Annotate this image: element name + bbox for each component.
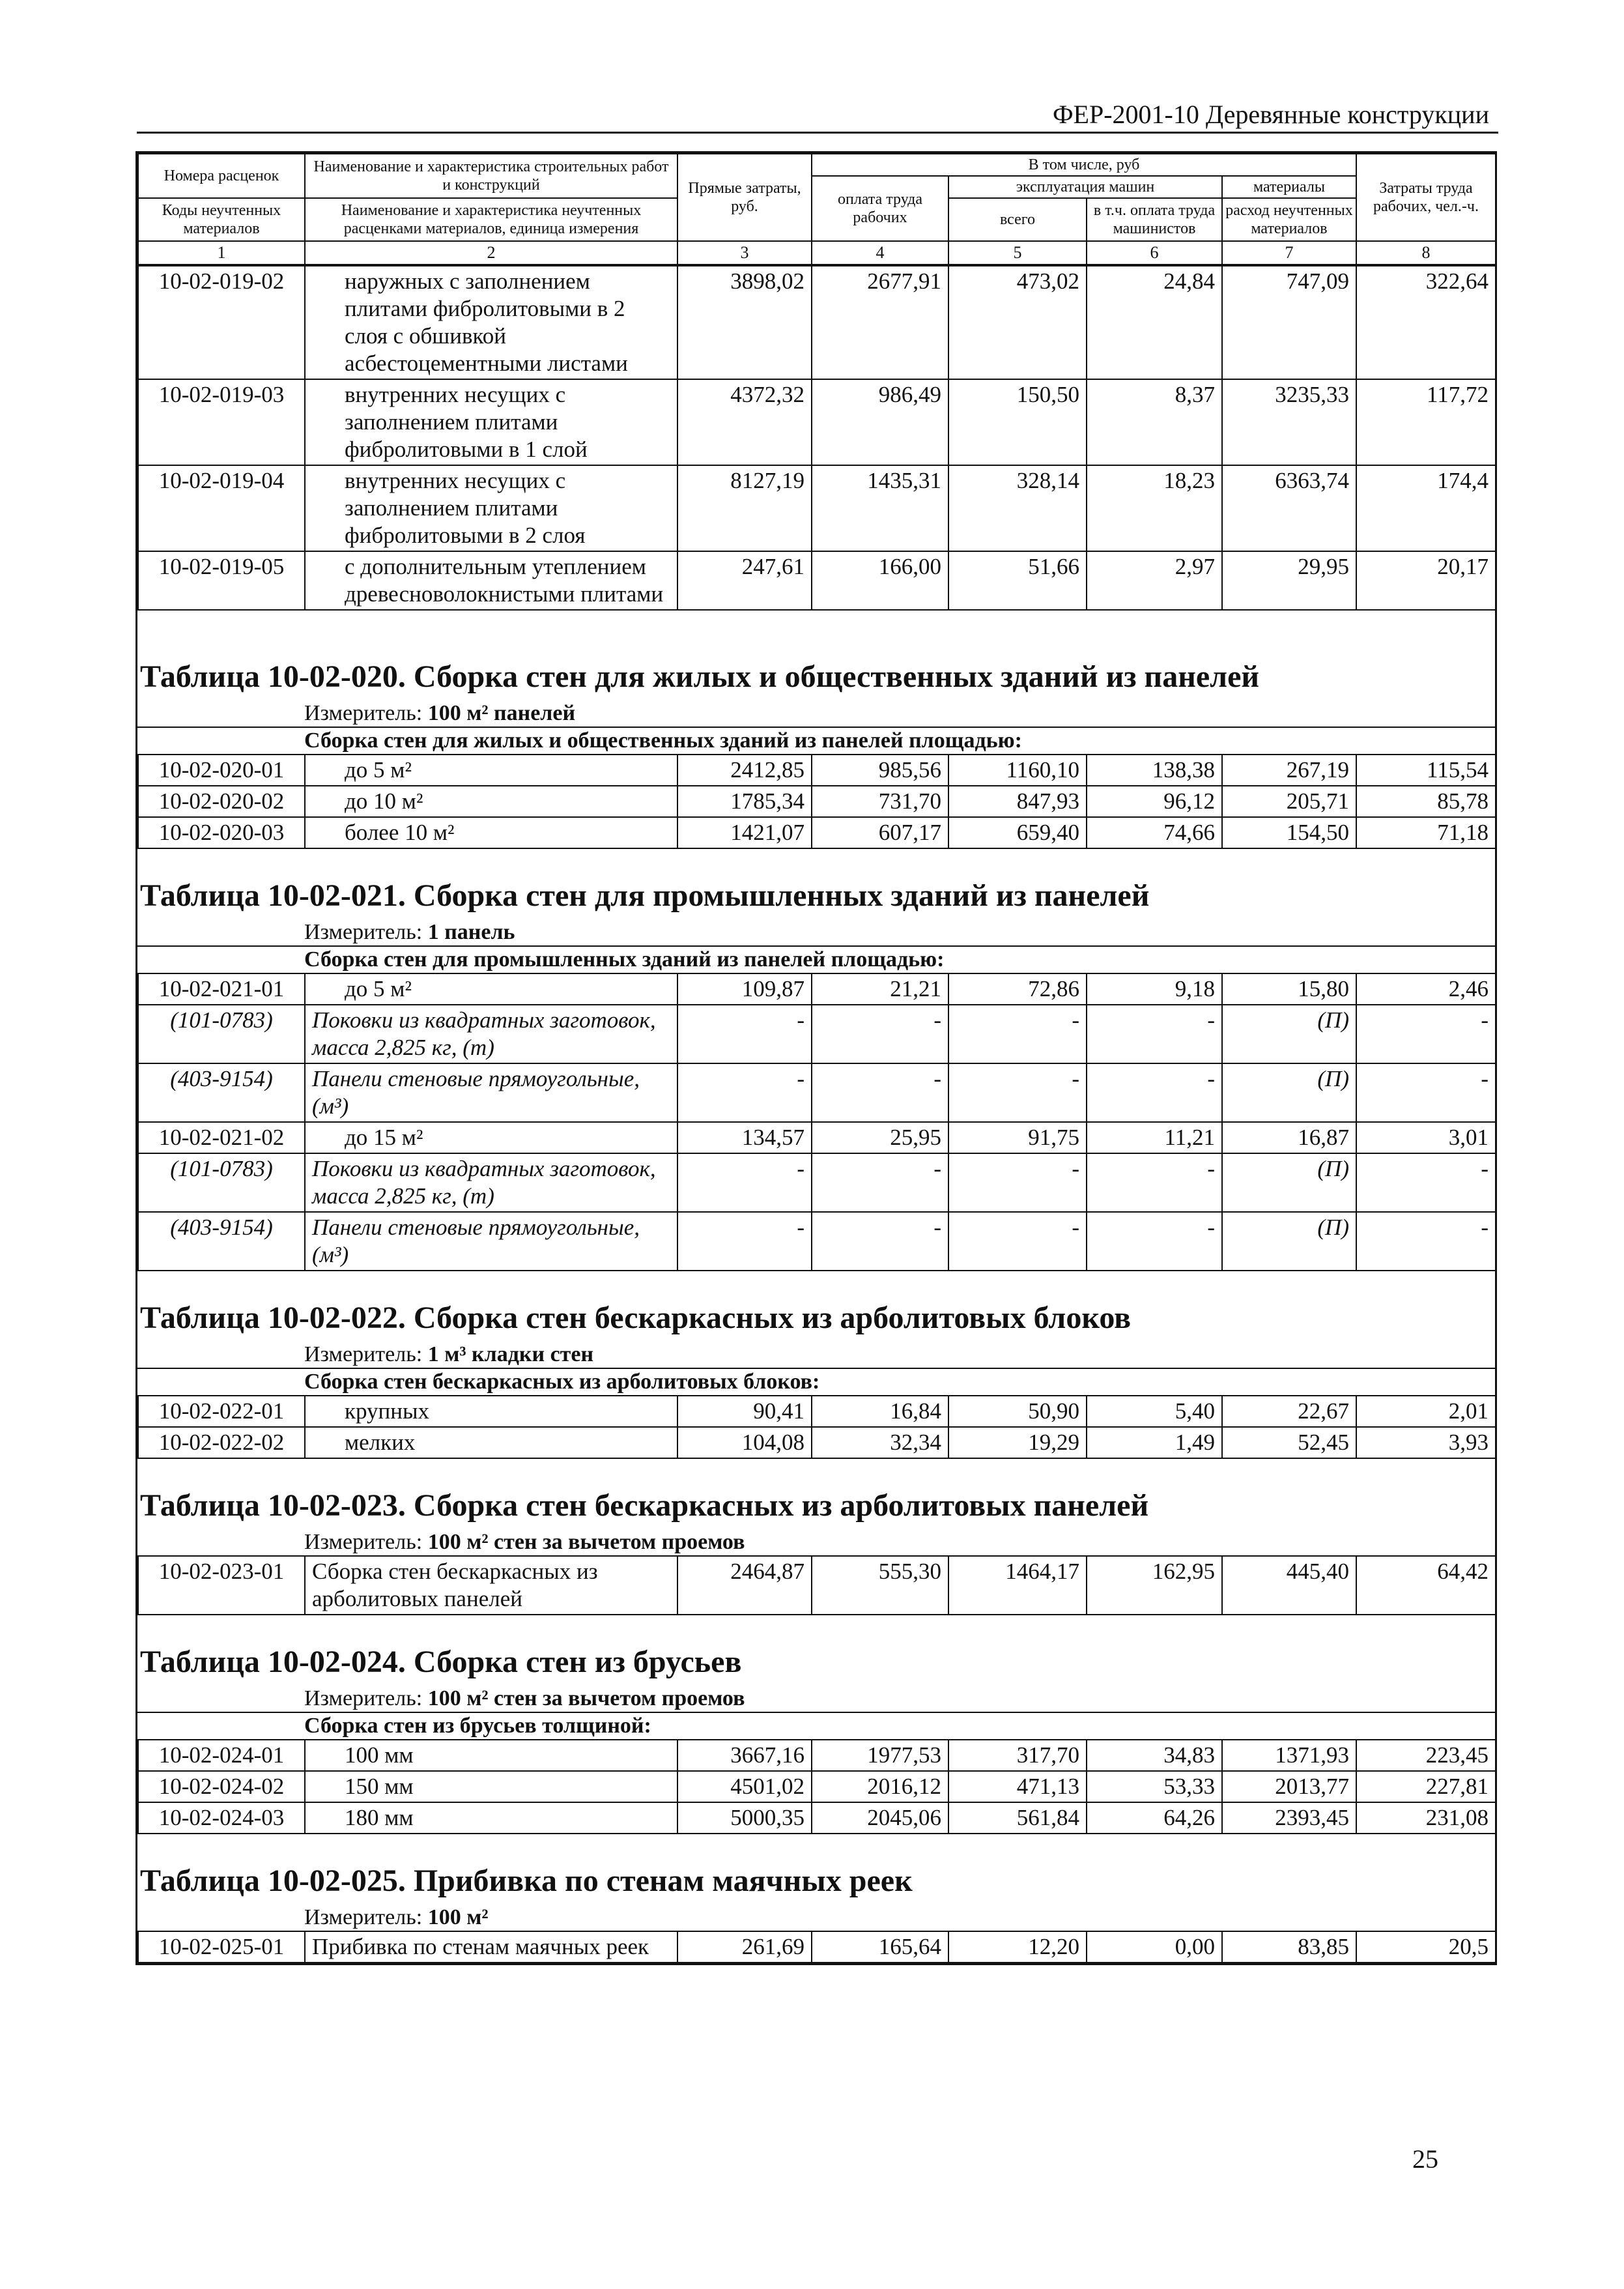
measure-023: Измеритель: 100 м² стен за вычетом проемов <box>304 1530 745 1554</box>
value-cell: 16,84 <box>812 1396 948 1427</box>
table-row <box>138 465 1496 551</box>
work-description: мелких <box>305 1427 677 1458</box>
rate-code: 10-02-025-01 <box>138 1931 305 1963</box>
subheading-021: Сборка стен для промышленных зданий из панелей площадью: <box>137 945 1495 973</box>
col-header-labor: Затраты труда рабочих, чел.-ч. <box>1356 154 1496 241</box>
value-cell: - <box>677 1005 812 1063</box>
rate-code: 10-02-021-02 <box>138 1122 305 1153</box>
table-title-025: Таблица 10-02-025. Прибивка по стенам маячных реек <box>140 1864 913 1898</box>
work-description: до 5 м² <box>305 755 677 786</box>
table-row <box>138 973 1496 1005</box>
table-row <box>138 379 1496 465</box>
value-cell: 3,01 <box>1356 1122 1496 1153</box>
table-title-021: Таблица 10-02-021. Сборка стен для промышленных зданий из панелей <box>140 878 1150 913</box>
value-cell: 1977,53 <box>812 1740 948 1771</box>
material-description: Панели стеновые прямоугольные, (м³) <box>305 1063 677 1122</box>
work-description: до 5 м² <box>305 973 677 1005</box>
table-row <box>138 755 1496 786</box>
value-cell: 74,66 <box>1087 817 1222 848</box>
value-cell: - <box>812 1063 948 1122</box>
value-cell: 21,21 <box>812 973 948 1005</box>
subheading-020: Сборка стен для жилых и общественных зданий из панелей площадью: <box>137 727 1495 754</box>
rate-code: 10-02-024-02 <box>138 1771 305 1802</box>
subheading-024: Сборка стен из брусьев толщиной: <box>137 1712 1495 1739</box>
value-cell: 52,45 <box>1222 1427 1356 1458</box>
measure-020: Измеритель: 100 м² панелей <box>304 701 576 725</box>
value-cell: 5,40 <box>1087 1396 1222 1427</box>
rates-table-021 <box>137 973 1496 1271</box>
value-cell: 555,30 <box>812 1556 948 1615</box>
value-cell: 11,21 <box>1087 1122 1222 1153</box>
value-cell: 1464,17 <box>948 1556 1087 1615</box>
value-cell: - <box>1087 1063 1222 1122</box>
value-cell: 15,80 <box>1222 973 1356 1005</box>
page-number: 25 <box>1412 2144 1438 2174</box>
value-cell: 154,50 <box>1222 817 1356 848</box>
work-description: более 10 м² <box>305 817 677 848</box>
value-cell: - <box>812 1005 948 1063</box>
value-cell: - <box>948 1212 1087 1271</box>
value-cell: 2,01 <box>1356 1396 1496 1427</box>
rate-code: 10-02-023-01 <box>138 1556 305 1615</box>
value-cell: 8,37 <box>1087 379 1222 465</box>
value-cell: 473,02 <box>948 266 1087 379</box>
value-cell: 847,93 <box>948 786 1087 817</box>
value-cell: 134,57 <box>677 1122 812 1153</box>
value-cell: (П) <box>1222 1005 1356 1063</box>
value-cell: 1435,31 <box>812 465 948 551</box>
col-header-group: В том числе, руб <box>812 154 1356 176</box>
value-cell: 2,46 <box>1356 973 1496 1005</box>
value-cell: - <box>1087 1212 1222 1271</box>
value-cell: 2,97 <box>1087 551 1222 610</box>
rate-code: 10-02-022-01 <box>138 1396 305 1427</box>
table-row <box>138 1802 1496 1834</box>
value-cell: 115,54 <box>1356 755 1496 786</box>
value-cell: (П) <box>1222 1212 1356 1271</box>
value-cell: 205,71 <box>1222 786 1356 817</box>
col-num-5: 5 <box>948 241 1087 265</box>
value-cell: 6363,74 <box>1222 465 1356 551</box>
value-cell: 247,61 <box>677 551 812 610</box>
rate-code: 10-02-019-04 <box>138 465 305 551</box>
value-cell: 8127,19 <box>677 465 812 551</box>
value-cell: 223,45 <box>1356 1740 1496 1771</box>
value-cell: 227,81 <box>1356 1771 1496 1802</box>
rates-table-023 <box>137 1555 1496 1615</box>
col-num-3: 3 <box>677 241 812 265</box>
value-cell: 1421,07 <box>677 817 812 848</box>
work-description: Сборка стен бескаркасных из арболитовых панелей <box>305 1556 677 1615</box>
work-description: наружных с заполнением плитами фибролитовыми в 2 слоя с обшивкой асбестоцементными листами <box>305 266 677 379</box>
value-cell: 150,50 <box>948 379 1087 465</box>
value-cell: 328,14 <box>948 465 1087 551</box>
value-cell: 731,70 <box>812 786 948 817</box>
rate-code: 10-02-019-02 <box>138 266 305 379</box>
value-cell: 90,41 <box>677 1396 812 1427</box>
value-cell: - <box>812 1212 948 1271</box>
work-description: с дополнительным утеплением древесноволокнистыми плитами <box>305 551 677 610</box>
work-description: 150 мм <box>305 1771 677 1802</box>
value-cell: 3,93 <box>1356 1427 1496 1458</box>
value-cell: 20,17 <box>1356 551 1496 610</box>
value-cell: - <box>1087 1153 1222 1212</box>
work-description: внутренних несущих с заполнением плитами фибролитовыми в 2 слоя <box>305 465 677 551</box>
work-description: внутренних несущих с заполнением плитами фибролитовыми в 1 слой <box>305 379 677 465</box>
value-cell: 747,09 <box>1222 266 1356 379</box>
work-description: 100 мм <box>305 1740 677 1771</box>
table-row <box>138 1063 1496 1122</box>
rate-code: 10-02-022-02 <box>138 1427 305 1458</box>
material-code: (101-0783) <box>138 1153 305 1212</box>
table-row <box>138 1740 1496 1771</box>
value-cell: 2045,06 <box>812 1802 948 1834</box>
value-cell: 9,18 <box>1087 973 1222 1005</box>
value-cell: 3898,02 <box>677 266 812 379</box>
col-header-materials-desc: Наименование и характеристика неучтенных расценками материалов, единица измерения <box>305 198 677 241</box>
spacer <box>137 611 1495 630</box>
value-cell: 607,17 <box>812 817 948 848</box>
value-cell: 71,18 <box>1356 817 1496 848</box>
rate-code: 10-02-021-01 <box>138 973 305 1005</box>
table-row <box>138 786 1496 817</box>
material-description: Поковки из квадратных заготовок, масса 2,825 кг, (т) <box>305 1005 677 1063</box>
value-cell: 561,84 <box>948 1802 1087 1834</box>
column-header-table <box>137 153 1496 265</box>
col-num-7: 7 <box>1222 241 1356 265</box>
value-cell: 261,69 <box>677 1931 812 1963</box>
col-header-materials: материалы <box>1222 176 1356 198</box>
value-cell: 2464,87 <box>677 1556 812 1615</box>
table-row <box>138 1556 1496 1615</box>
value-cell: - <box>812 1153 948 1212</box>
rates-table-024 <box>137 1739 1496 1834</box>
value-cell: 72,86 <box>948 973 1087 1005</box>
value-cell: 2677,91 <box>812 266 948 379</box>
value-cell: 2393,45 <box>1222 1802 1356 1834</box>
col-header-codes: Коды неучтенных материалов <box>138 198 305 241</box>
value-cell: - <box>948 1063 1087 1122</box>
value-cell: 64,26 <box>1087 1802 1222 1834</box>
value-cell: - <box>1356 1153 1496 1212</box>
value-cell: 3667,16 <box>677 1740 812 1771</box>
value-cell: 162,95 <box>1087 1556 1222 1615</box>
value-cell: - <box>948 1005 1087 1063</box>
value-cell: 25,95 <box>812 1122 948 1153</box>
value-cell: 1785,34 <box>677 786 812 817</box>
work-description: крупных <box>305 1396 677 1427</box>
value-cell: 20,5 <box>1356 1931 1496 1963</box>
value-cell: - <box>1356 1063 1496 1122</box>
value-cell: 64,42 <box>1356 1556 1496 1615</box>
col-num-8: 8 <box>1356 241 1496 265</box>
col-header-works: Наименование и характеристика строительных работ и конструкций <box>305 154 677 198</box>
value-cell: 83,85 <box>1222 1931 1356 1963</box>
value-cell: 96,12 <box>1087 786 1222 817</box>
value-cell: 445,40 <box>1222 1556 1356 1615</box>
value-cell: - <box>677 1212 812 1271</box>
table-row <box>138 1153 1496 1212</box>
measure-025: Измеритель: 100 м² <box>304 1905 489 1929</box>
value-cell: 16,87 <box>1222 1122 1356 1153</box>
value-cell: 231,08 <box>1356 1802 1496 1834</box>
rate-code: 10-02-020-02 <box>138 786 305 817</box>
value-cell: - <box>1356 1212 1496 1271</box>
value-cell: 51,66 <box>948 551 1087 610</box>
material-code: (403-9154) <box>138 1063 305 1122</box>
value-cell: 4501,02 <box>677 1771 812 1802</box>
value-cell: 32,34 <box>812 1427 948 1458</box>
value-cell: 50,90 <box>948 1396 1087 1427</box>
value-cell: 1371,93 <box>1222 1740 1356 1771</box>
table-row <box>138 551 1496 610</box>
value-cell: 34,83 <box>1087 1740 1222 1771</box>
col-header-machinists: в т.ч. оплата труда машинистов <box>1087 198 1222 241</box>
value-cell: 91,75 <box>948 1122 1087 1153</box>
material-description: Панели стеновые прямоугольные, (м³) <box>305 1212 677 1271</box>
value-cell: 4372,32 <box>677 379 812 465</box>
value-cell: 104,08 <box>677 1427 812 1458</box>
value-cell: 3235,33 <box>1222 379 1356 465</box>
table-row <box>138 1005 1496 1063</box>
page-header <box>137 99 1498 134</box>
value-cell: 267,19 <box>1222 755 1356 786</box>
value-cell: - <box>677 1063 812 1122</box>
material-code: (101-0783) <box>138 1005 305 1063</box>
rates-table-020 <box>137 754 1496 849</box>
rate-code: 10-02-020-01 <box>138 755 305 786</box>
rate-code: 10-02-019-05 <box>138 551 305 610</box>
measure-022: Измеритель: 1 м³ кладки стен <box>304 1342 594 1366</box>
measure-021: Измеритель: 1 панель <box>304 920 515 944</box>
value-cell: 166,00 <box>812 551 948 610</box>
rate-code: 10-02-019-03 <box>138 379 305 465</box>
value-cell: - <box>948 1153 1087 1212</box>
col-header-wages: оплата труда рабочих <box>812 176 948 241</box>
col-header-machines: эксплуатация машин <box>948 176 1222 198</box>
value-cell: 22,67 <box>1222 1396 1356 1427</box>
table-title-024: Таблица 10-02-024. Сборка стен из брусьев <box>140 1645 742 1679</box>
table-row <box>138 1212 1496 1271</box>
value-cell: 174,4 <box>1356 465 1496 551</box>
value-cell: 322,64 <box>1356 266 1496 379</box>
table-title-020: Таблица 10-02-020. Сборка стен для жилых и общественных зданий из панелей <box>140 659 1260 694</box>
material-description: Поковки из квадратных заготовок, масса 2,825 кг, (т) <box>305 1153 677 1212</box>
material-code: (403-9154) <box>138 1212 305 1271</box>
value-cell: 18,23 <box>1087 465 1222 551</box>
work-description: Прибивка по стенам маячных реек <box>305 1931 677 1963</box>
value-cell: 471,13 <box>948 1771 1087 1802</box>
value-cell: - <box>677 1153 812 1212</box>
document-body <box>135 151 1497 1965</box>
value-cell: 2016,12 <box>812 1771 948 1802</box>
value-cell: 24,84 <box>1087 266 1222 379</box>
value-cell: 165,64 <box>812 1931 948 1963</box>
rate-code: 10-02-024-03 <box>138 1802 305 1834</box>
rate-code: 10-02-024-01 <box>138 1740 305 1771</box>
value-cell: 12,20 <box>948 1931 1087 1963</box>
value-cell: 117,72 <box>1356 379 1496 465</box>
col-num-4: 4 <box>812 241 948 265</box>
work-description: 180 мм <box>305 1802 677 1834</box>
table-row <box>138 1396 1496 1427</box>
table-row <box>138 1122 1496 1153</box>
value-cell: 53,33 <box>1087 1771 1222 1802</box>
rates-table-025 <box>137 1931 1496 1963</box>
table-row <box>138 1931 1496 1963</box>
table-row <box>138 817 1496 848</box>
value-cell: - <box>1087 1005 1222 1063</box>
col-header-rates: Номера расценок <box>138 154 305 198</box>
table-row <box>138 1427 1496 1458</box>
value-cell: 29,95 <box>1222 551 1356 610</box>
value-cell: 659,40 <box>948 817 1087 848</box>
value-cell: 985,56 <box>812 755 948 786</box>
value-cell: 1160,10 <box>948 755 1087 786</box>
value-cell: 2013,77 <box>1222 1771 1356 1802</box>
table-row <box>138 266 1496 379</box>
col-header-machines-total: всего <box>948 198 1087 241</box>
value-cell: 5000,35 <box>677 1802 812 1834</box>
col-header-direct-costs: Прямые затраты, руб. <box>677 154 812 241</box>
value-cell: (П) <box>1222 1063 1356 1122</box>
col-num-6: 6 <box>1087 241 1222 265</box>
value-cell: 317,70 <box>948 1740 1087 1771</box>
value-cell: 85,78 <box>1356 786 1496 817</box>
col-num-1: 1 <box>138 241 305 265</box>
work-description: до 15 м² <box>305 1122 677 1153</box>
value-cell: 109,87 <box>677 973 812 1005</box>
table-row <box>138 1771 1496 1802</box>
value-cell: - <box>1356 1005 1496 1063</box>
document-title: ФЕР-2001-10 Деревянные конструкции <box>1052 100 1489 129</box>
rate-code: 10-02-020-03 <box>138 817 305 848</box>
subheading-022: Сборка стен бескаркасных из арболитовых блоков: <box>137 1368 1495 1395</box>
table-title-022: Таблица 10-02-022. Сборка стен бескаркасных из арболитовых блоков <box>140 1301 1132 1335</box>
measure-024: Измеритель: 100 м² стен за вычетом проемов <box>304 1686 745 1710</box>
work-description: до 10 м² <box>305 786 677 817</box>
value-cell: 0,00 <box>1087 1931 1222 1963</box>
col-header-material-use: расход неучтенных материалов <box>1222 198 1356 241</box>
col-num-2: 2 <box>305 241 677 265</box>
table-title-023: Таблица 10-02-023. Сборка стен бескаркасных из арболитовых панелей <box>140 1488 1149 1523</box>
value-cell: 19,29 <box>948 1427 1087 1458</box>
rates-table-019 <box>137 265 1496 611</box>
value-cell: 1,49 <box>1087 1427 1222 1458</box>
value-cell: (П) <box>1222 1153 1356 1212</box>
value-cell: 2412,85 <box>677 755 812 786</box>
value-cell: 138,38 <box>1087 755 1222 786</box>
rates-table-022 <box>137 1395 1496 1459</box>
value-cell: 986,49 <box>812 379 948 465</box>
